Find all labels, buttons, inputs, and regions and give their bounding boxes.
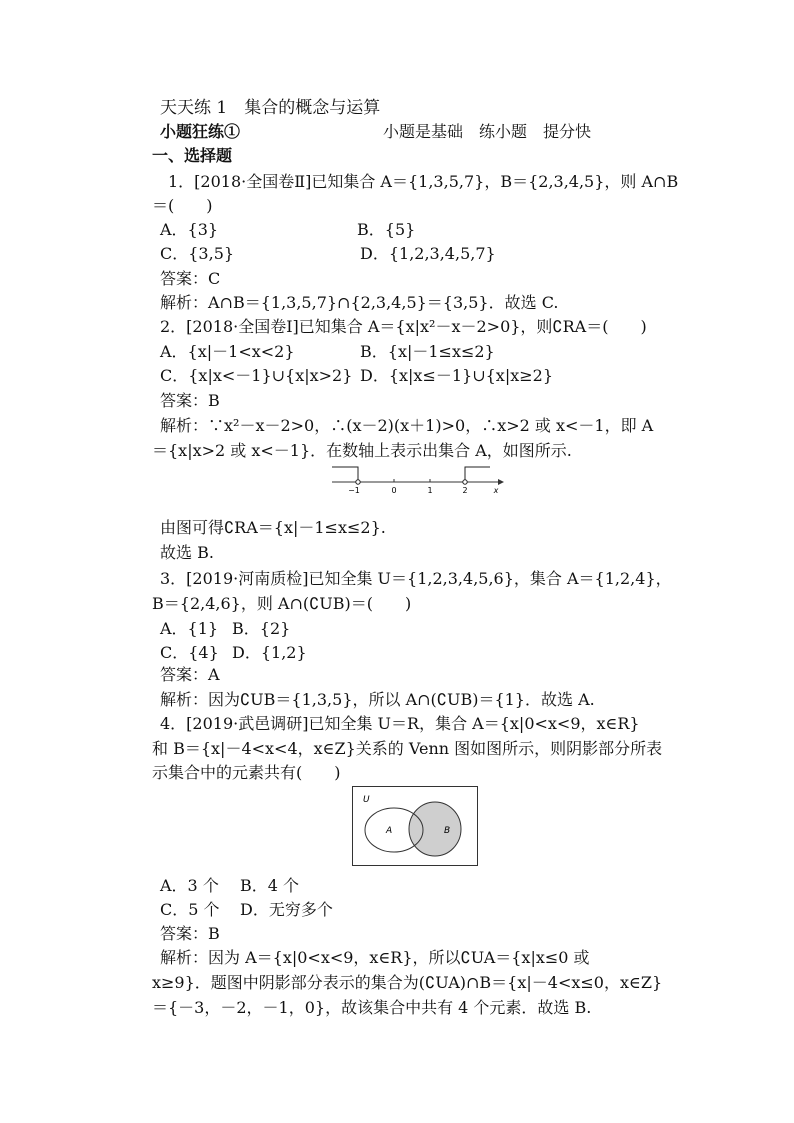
tick-label: −1 [348,486,360,495]
q4-option-b: B．4 个 [240,876,300,895]
q4-stem-line3: 示集合中的元素共有( ) [152,763,341,782]
set-b-shaded [409,802,461,856]
subtitle-right: 小题是基础 练小题 提分快 [383,122,592,141]
tick-label: 1 [427,486,433,495]
q2-option-d: D．{x|x≤－1}∪{x|x≥2} [360,366,554,385]
q2-stem: 2．[2018·全国卷Ⅰ]已知集合 A＝{x|x²－x－2>0}，则∁RA＝( ) [160,317,647,336]
q2-answer: 答案：B [160,391,220,410]
q3-stem-line2: B＝{2,4,6}，则 A∩(∁UB)＝( ) [152,594,412,613]
tick-label: 0 [391,486,397,495]
q3-option-b: B．{2} [232,619,291,638]
open-point-2 [463,480,467,484]
q1-option-b: B．{5} [357,220,416,239]
q3-answer: 答案：A [160,665,220,684]
q2-analysis-line2: ＝{x|x>2 或 x<－1}．在数轴上表示出集合 A，如图所示. [152,441,572,460]
q4-analysis-line3: ＝{－3，－2，－1，0}，故该集合中共有 4 个元素．故选 B. [152,998,592,1017]
q4-analysis-line1: 解析：因为 A＝{x|0<x<9，x∈R}，所以∁UA＝{x|x≤0 或 [160,948,590,967]
venn-label-b: B [444,826,451,836]
q1-stem-line1: 1．[2018·全国卷Ⅱ]已知集合 A＝{1,3,5,7}，B＝{2,3,4,5}，则 A∩B [168,172,679,191]
q2-option-b: B．{x|－1≤x≤2} [360,342,495,361]
venn-diagram [352,786,478,866]
q3-stem-line1: 3．[2019·河南质检]已知全集 U＝{1,2,3,4,5,6}，集合 A＝{1,2,4}， [160,569,672,588]
q3-option-c: C．{4} [160,643,219,662]
q4-stem-line2: 和 B＝{x|－4<x<4，x∈Z}关系的 Venn 图如图所示，则阴影部分所表 [152,739,663,758]
venn-label-a: A [386,826,393,836]
q1-option-c: C．{3,5} [160,244,235,263]
q3-analysis: 解析：因为∁UB＝{1,3,5}，所以 A∩(∁UB)＝{1}．故选 A. [160,690,595,709]
doc-title: 天天练 1 集合的概念与运算 [160,98,381,118]
q2-analysis-line4: 故选 B. [160,543,214,562]
venn-label-u: U [363,795,370,805]
q4-analysis-line2: x≥9}．题图中阴影部分表示的集合为(∁UA)∩B＝{x|－4<x≤0，x∈Z} [152,973,663,992]
q4-stem-line1: 4．[2019·武邑调研]已知全集 U＝R，集合 A＝{x|0<x<9，x∈R} [160,714,640,733]
number-line-figure [330,462,510,496]
axis-arrow-icon [498,479,504,485]
q4-option-c: C．5 个 [160,900,220,919]
q2-option-a: A．{x|－1<x<2} [160,342,295,361]
ray-left [332,467,358,482]
q4-option-d: D．无穷多个 [240,900,333,919]
open-point-minus1 [356,480,360,484]
q3-option-a: A．{1} [160,619,219,638]
q1-option-d: D．{1,2,3,4,5,7} [360,244,496,263]
q1-answer: 答案：C [160,269,221,288]
q4-answer: 答案：B [160,924,220,943]
q4-option-a: A．3 个 [160,876,219,895]
q2-analysis-line1: 解析：∵x²－x－2>0，∴(x－2)(x＋1)>0，∴x>2 或 x<－1，即 A [160,416,654,435]
section-heading: 一、选择题 [152,146,233,165]
q2-option-c: C．{x|x<－1}∪{x|x>2} [160,366,353,385]
q1-option-a: A．{3} [160,220,219,239]
q3-option-d: D．{1,2} [232,643,307,662]
q2-analysis-line3: 由图可得∁RA＝{x|－1≤x≤2}. [160,518,386,537]
ray-right [465,467,490,482]
tick-label: 2 [462,486,468,495]
axis-label: x [493,486,499,495]
q1-stem-line2: ＝( ) [152,196,213,215]
q1-analysis: 解析：A∩B＝{1,3,5,7}∩{2,3,4,5}＝{3,5}．故选 C. [160,293,559,312]
subtitle-left: 小题狂练① [160,122,241,141]
